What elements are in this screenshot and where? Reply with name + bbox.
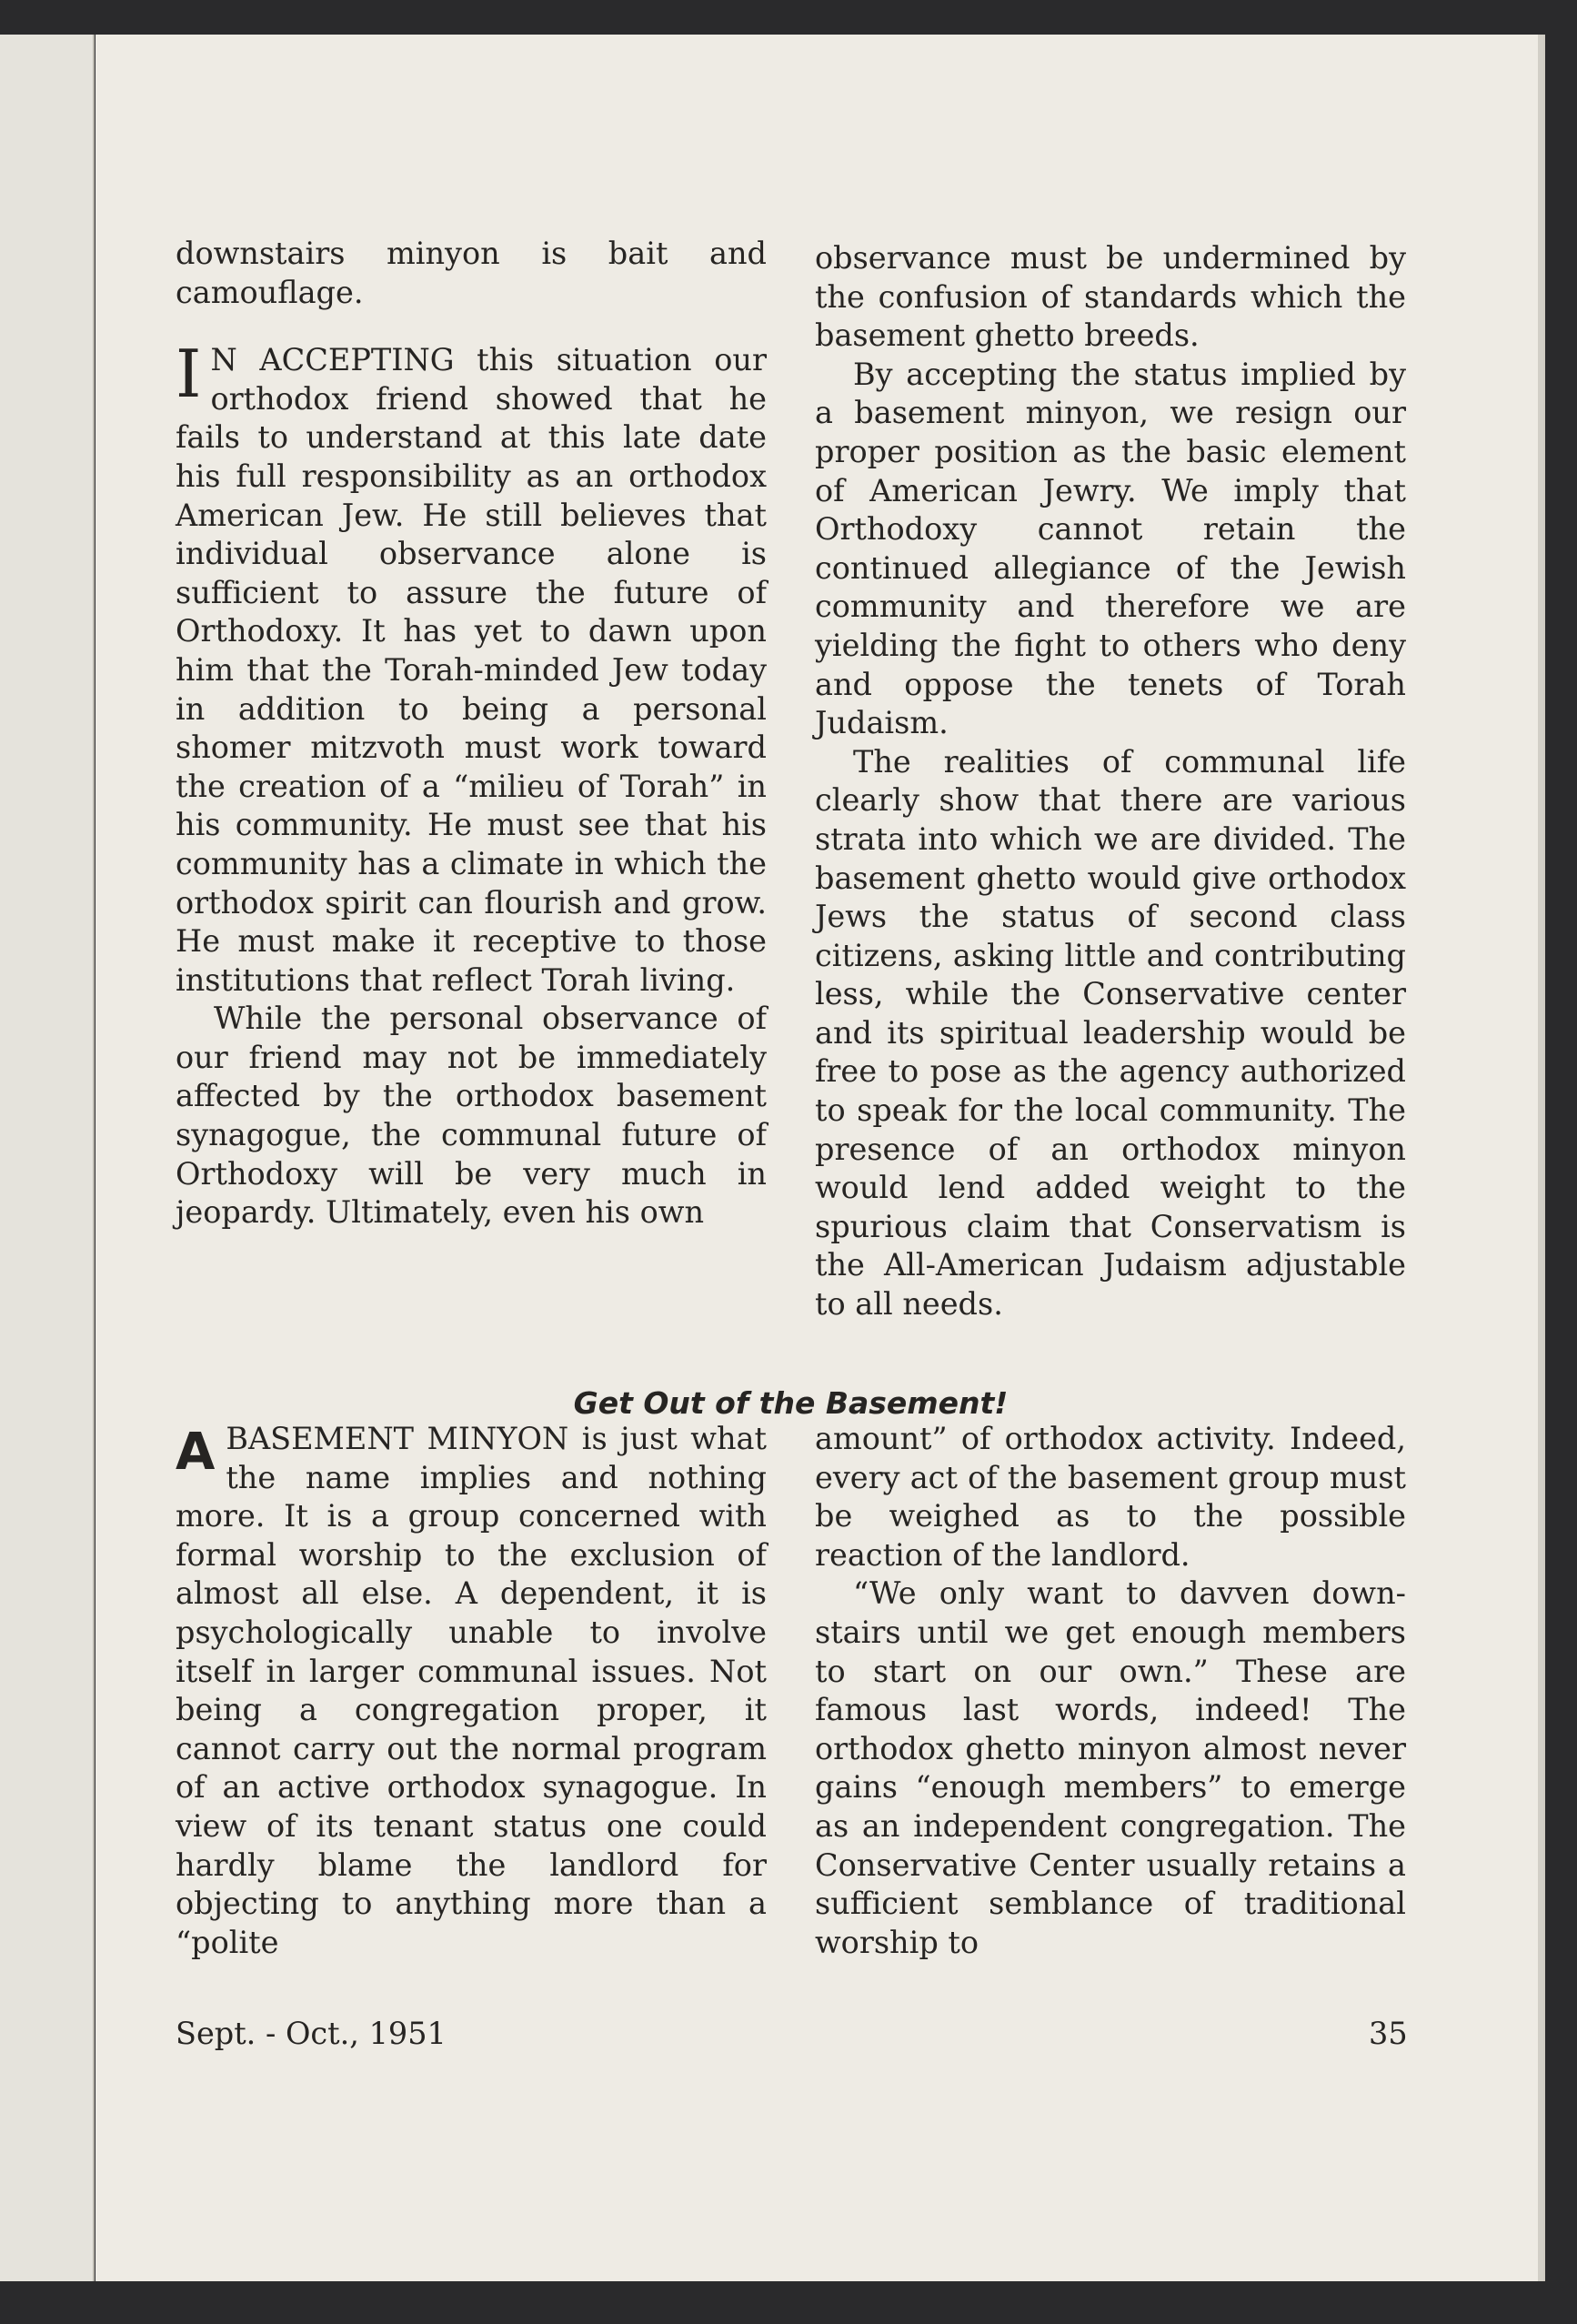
- paragraph: “We only want to davven downstairs until we get enough members to start on our own.” These are famous last words, indeed! The orthodox ghetto minyon almost never gains “enough members” to emerge as an independent congregation. The Conservative Center usually retains a sufficient semblance of traditional worship to: [815, 1575, 1406, 1960]
- paragraph: downstairs minyon is bait and camouflage.: [176, 236, 767, 310]
- column-bottom-left: [176, 1420, 767, 1962]
- footer-date: Sept. - Oct., 1951: [176, 2016, 447, 2051]
- column-top-right: [815, 239, 1406, 1324]
- paragraph-with-dropcap: [176, 336, 767, 1000]
- paragraph-text: N ACCEPTING this situation our orthodox friend showed that he fails to understand at this late date his full responsibility as an orthodox American Jew. He still believes that individual observance alone is sufficient to assure the future of Orthodoxy. It has yet to dawn upon him that the Torah-minded Jew today in addition to being a personal shomer mitzvoth must work toward the creation of a “milieu of Torah” in his community. He must see that his community has a climate in which the orthodox spirit can flourish and grow. He must make it receptive to those institutions that reflect Torah living.: [176, 342, 767, 998]
- facing-page-edge: [0, 35, 95, 2281]
- paragraph-text: BASEMENT MINYON is just what the name implies and nothing more. It is a group concerned with formal worship to the exclusion of almost all else. A dependent, it is psychologically unable to involve itself in larger communal issues. Not being a congregation proper, it cannot carry out the normal program of an active orthodox synagogue. In view of its tenant status one could hardly blame the landlord for objecting to anything more than a “polite: [176, 1421, 767, 1960]
- column-top-left: [176, 235, 767, 1232]
- column-bottom-right: [815, 1420, 1406, 1962]
- paragraph: The realities of communal life clearly show that there are various strata into which we are divided. The basement ghetto would give orthodox Jews the status of second class citizens, asking little and contributing less, while the Conservative center and its spiritual leadership would be free to pose as the agency authorized to speak for the local community. The presence of an orthodox minyon would lend added weight to the spurious claim that Conservatism is the All-American Judaism adjustable to all needs.: [815, 743, 1406, 1323]
- paragraph: amount” of orthodox activity. Indeed, every act of the basement group must be weighed as to the possible reaction of the landlord.: [815, 1421, 1406, 1573]
- section-heading: Get Out of the Basement!: [573, 1385, 1009, 1421]
- page-edge-shadow: [1538, 35, 1545, 2281]
- paragraph-with-dropcap: [176, 1420, 767, 1962]
- paragraph: By accepting the status implied by a basement minyon, we resign our proper position as the basic element of American Jewry. We imply that Orthodoxy cannot retain the continued allegiance of the Jewish community and therefore we are yielding the fight to others who deny and oppose the tenets of Torah Judaism.: [815, 356, 1406, 741]
- drop-cap: A: [176, 1423, 216, 1482]
- drop-cap: I: [176, 336, 202, 413]
- page-number: 35: [1369, 2016, 1408, 2051]
- paragraph: observance must be undermined by the confusion of standards which the basement ghetto breeds.: [815, 240, 1406, 354]
- paragraph: While the personal observance of our friend may not be immediately affected by the orthodox basement synagogue, the communal future of Orthodoxy will be very much in jeopardy. Ultimately, even his own: [176, 1001, 767, 1231]
- magazine-page: [95, 35, 1538, 2281]
